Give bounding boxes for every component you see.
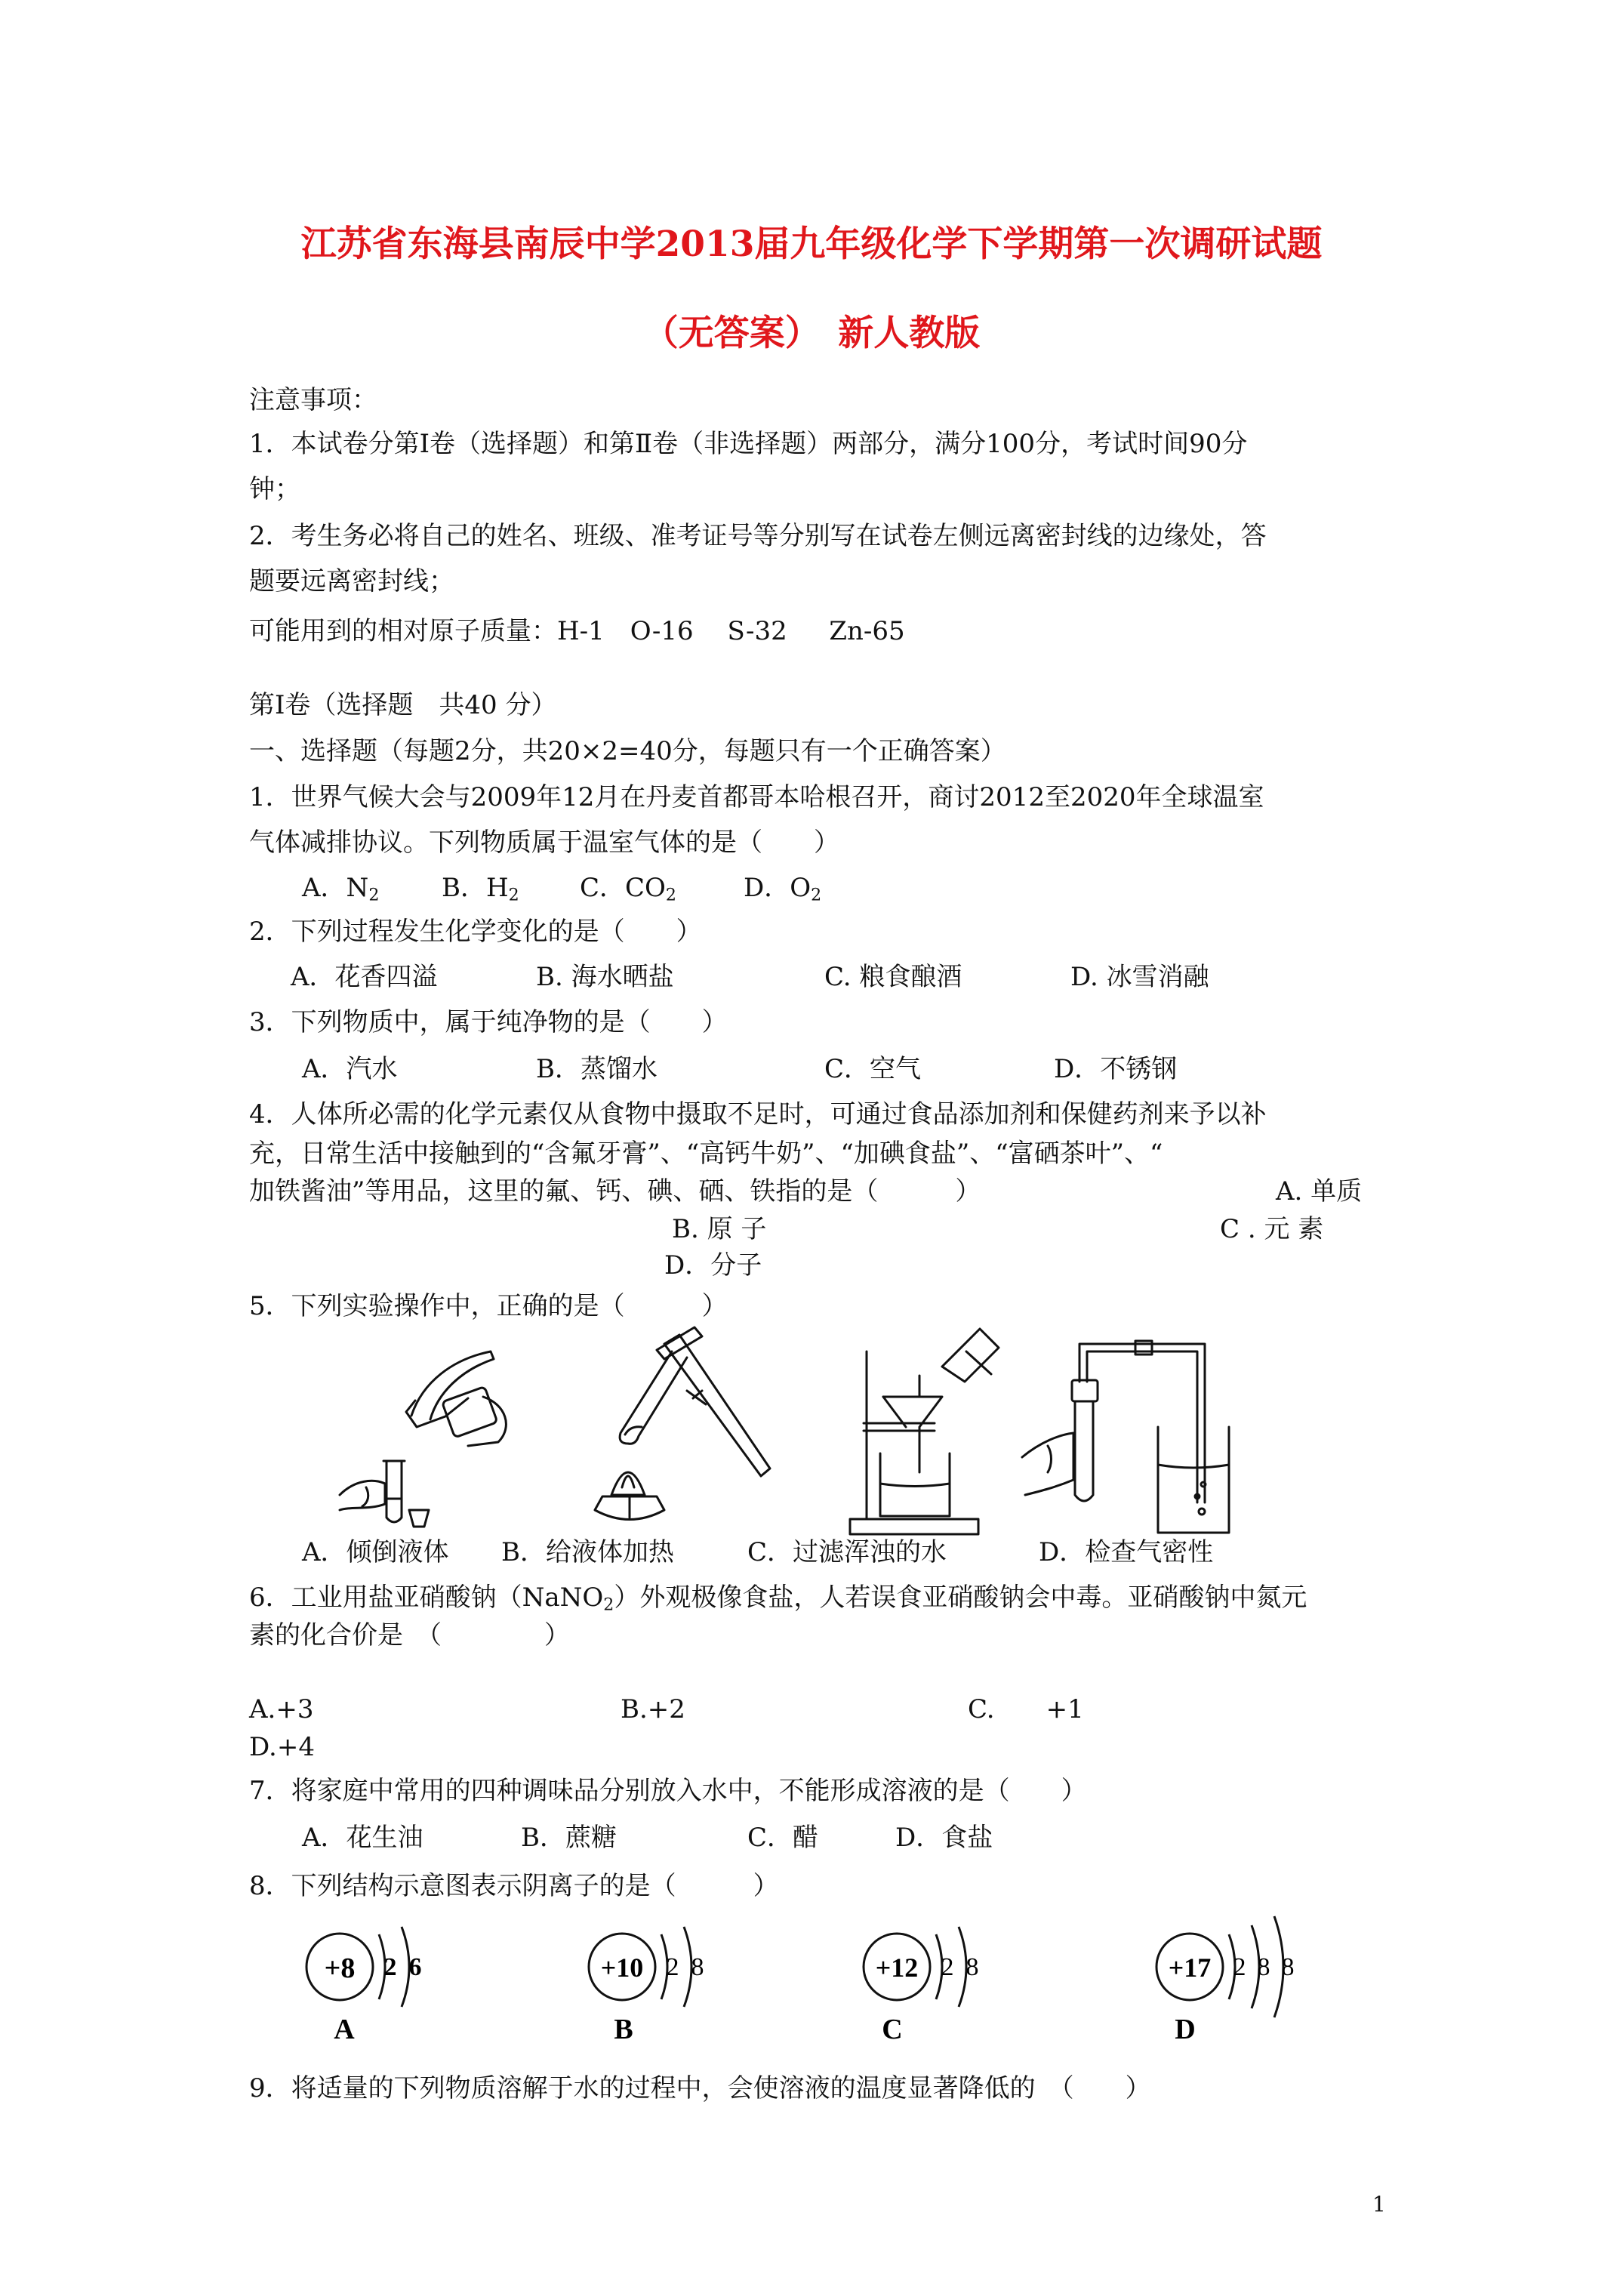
atom-diagram-a	[294, 1918, 460, 2046]
page-number: 1	[1372, 2192, 1386, 2217]
q6-stem-cont: 素的化合价是 （ ）	[249, 1620, 570, 1650]
q9-stem: 9．将适量的下列物质溶解于水的过程中，会使溶液的温度显著降低的 （ ）	[249, 2073, 1151, 2103]
q8-stem: 8．下列结构示意图表示阴离子的是（ ）	[249, 1871, 779, 1901]
note-item-2-cont: 题要远离密封线；	[249, 566, 454, 596]
figure-airtightness	[1018, 1336, 1244, 1540]
q7-option-a: A．花生油	[302, 1823, 423, 1853]
q6-option-d: D.+4	[249, 1732, 315, 1762]
q7-option-d: D．食盐	[895, 1823, 993, 1853]
q5-caption-d: D．检查气密性	[1039, 1537, 1214, 1567]
q4-option-a: A. 单质	[1276, 1176, 1363, 1207]
atom-d-nucleus: +17	[1168, 1952, 1212, 1983]
atom-c-label: C	[882, 2014, 903, 2045]
q2-option-d: D. 冰雪消融	[1070, 962, 1209, 992]
q1-option-c: C．$CO_2$	[580, 873, 676, 905]
q4-option-b: B. 原 子	[672, 1214, 767, 1244]
notes-heading: 注意事项：	[249, 385, 377, 415]
q1-option-d: D．$O_2$	[744, 873, 822, 905]
figure-heating-liquid	[581, 1321, 785, 1533]
atomic-mass-line: 可能用到的相对原子质量：H-1 O-16 S-32 Zn-65	[249, 616, 905, 646]
q2-option-b: B. 海水晒盐	[536, 962, 674, 992]
atom-c-nucleus: +12	[875, 1952, 919, 1983]
q7-option-b: B．蔗糖	[521, 1823, 617, 1853]
q6-stem: 6．工业用盐亚硝酸钠（NaNO$_2$）外观极像食盐，人若误食亚硝酸钠会中毒。亚硝酸钠中氮元	[249, 1583, 1307, 1615]
note-item-1: 1．本试卷分第Ⅰ卷（选择题）和第Ⅱ卷（非选择题）两部分，满分100分，考试时间90分	[249, 429, 1248, 459]
q5-caption-a: A．倾倒液体	[302, 1537, 449, 1567]
atom-a-nucleus: +8	[324, 1952, 356, 1984]
atom-c-shell-2: 8	[965, 1953, 979, 1981]
atom-d-shell-3: 8	[1281, 1953, 1295, 1981]
figure-pouring-liquid	[332, 1329, 528, 1533]
atom-diagram-b	[574, 1918, 740, 2046]
atom-c-shell-1: 2	[941, 1953, 954, 1981]
atom-b-shell-2: 8	[691, 1953, 704, 1981]
atom-a-shell-2: 6	[408, 1953, 422, 1981]
q4-stem: 4．人体所必需的化学元素仅从食物中摄取不足时，可通过食品添加剂和保健药剂来予以补	[249, 1099, 1267, 1130]
atom-b-label: B	[614, 2014, 633, 2045]
atom-d-label: D	[1175, 2014, 1196, 2045]
q7-stem: 7．将家庭中常用的四种调味品分别放入水中，不能形成溶液的是（ ）	[249, 1776, 1087, 1806]
q1-option-b: B．$H_2$	[442, 873, 519, 905]
q3-option-b: B．蒸馏水	[536, 1054, 658, 1084]
atom-a-shell-1: 2	[383, 1953, 397, 1981]
q3-stem: 3．下列物质中，属于纯净物的是（ ）	[249, 1007, 728, 1037]
note-item-1-cont: 钟；	[249, 474, 300, 504]
q2-option-c: C. 粮食酿酒	[824, 962, 962, 992]
q3-option-d: D．不锈钢	[1054, 1054, 1178, 1084]
q2-stem: 2．下列过程发生化学变化的是（ ）	[249, 917, 702, 947]
q1-stem: 1．世界气候大会与2009年12月在丹麦首都哥本哈根召开，商讨2012至2020年全球温室	[249, 782, 1264, 812]
q6-option-c: C. +1	[968, 1694, 1084, 1724]
q5-stem: 5．下列实验操作中，正确的是（ ）	[249, 1291, 728, 1321]
q3-option-a: A．汽水	[302, 1054, 398, 1084]
atom-d-shell-1: 2	[1233, 1953, 1246, 1981]
q5-caption-c: C．过滤浑浊的水	[747, 1537, 947, 1567]
atom-a-label: A	[334, 2014, 355, 2045]
q4-option-d: D．分子	[664, 1250, 762, 1281]
section-heading: 第Ⅰ卷（选择题 共40 分）	[249, 690, 557, 720]
q6-option-b: B.+2	[621, 1694, 685, 1724]
page-title-line-1: 江苏省东海县南辰中学2013届九年级化学下学期第一次调研试题	[300, 223, 1323, 265]
note-item-2: 2．考生务必将自己的姓名、班级、准考证号等分别写在试卷左侧远离密封线的边缘处，答	[249, 521, 1267, 551]
figure-filtration	[836, 1321, 1010, 1540]
q3-option-c: C．空气	[824, 1054, 922, 1084]
q1-stem-cont: 气体减排协议。下列物质属于温室气体的是（ ）	[249, 827, 839, 858]
q6-option-a: A.+3	[249, 1694, 314, 1724]
atom-d-shell-2: 8	[1257, 1953, 1270, 1981]
atom-b-shell-1: 2	[666, 1953, 679, 1981]
q7-option-c: C．醋	[747, 1823, 819, 1853]
q2-option-a: A．花香四溢	[291, 962, 438, 992]
q4-stem-cont-2: 加铁酱油”等用品，这里的氟、钙、碘、硒、铁指的是（ ）	[249, 1176, 981, 1207]
page-title-line-2: （无答案） 新人教版	[642, 313, 981, 354]
atom-diagram-d	[1140, 1910, 1336, 2046]
atom-b-nucleus: +10	[600, 1952, 644, 1983]
atom-diagram-c	[848, 1918, 1015, 2046]
q4-stem-cont-1: 充，日常生活中接触到的“含氟牙膏”、“高钙牛奶”、“加碘食盐”、“富硒茶叶”、“	[249, 1139, 1163, 1169]
q4-option-c: C . 元 素	[1220, 1214, 1324, 1244]
q1-option-a: A．$N_2$	[302, 873, 380, 905]
section-instructions: 一、选择题（每题2分，共20×2=40分，每题只有一个正确答案）	[249, 736, 1006, 766]
q5-caption-b: B．给液体加热	[501, 1537, 674, 1567]
